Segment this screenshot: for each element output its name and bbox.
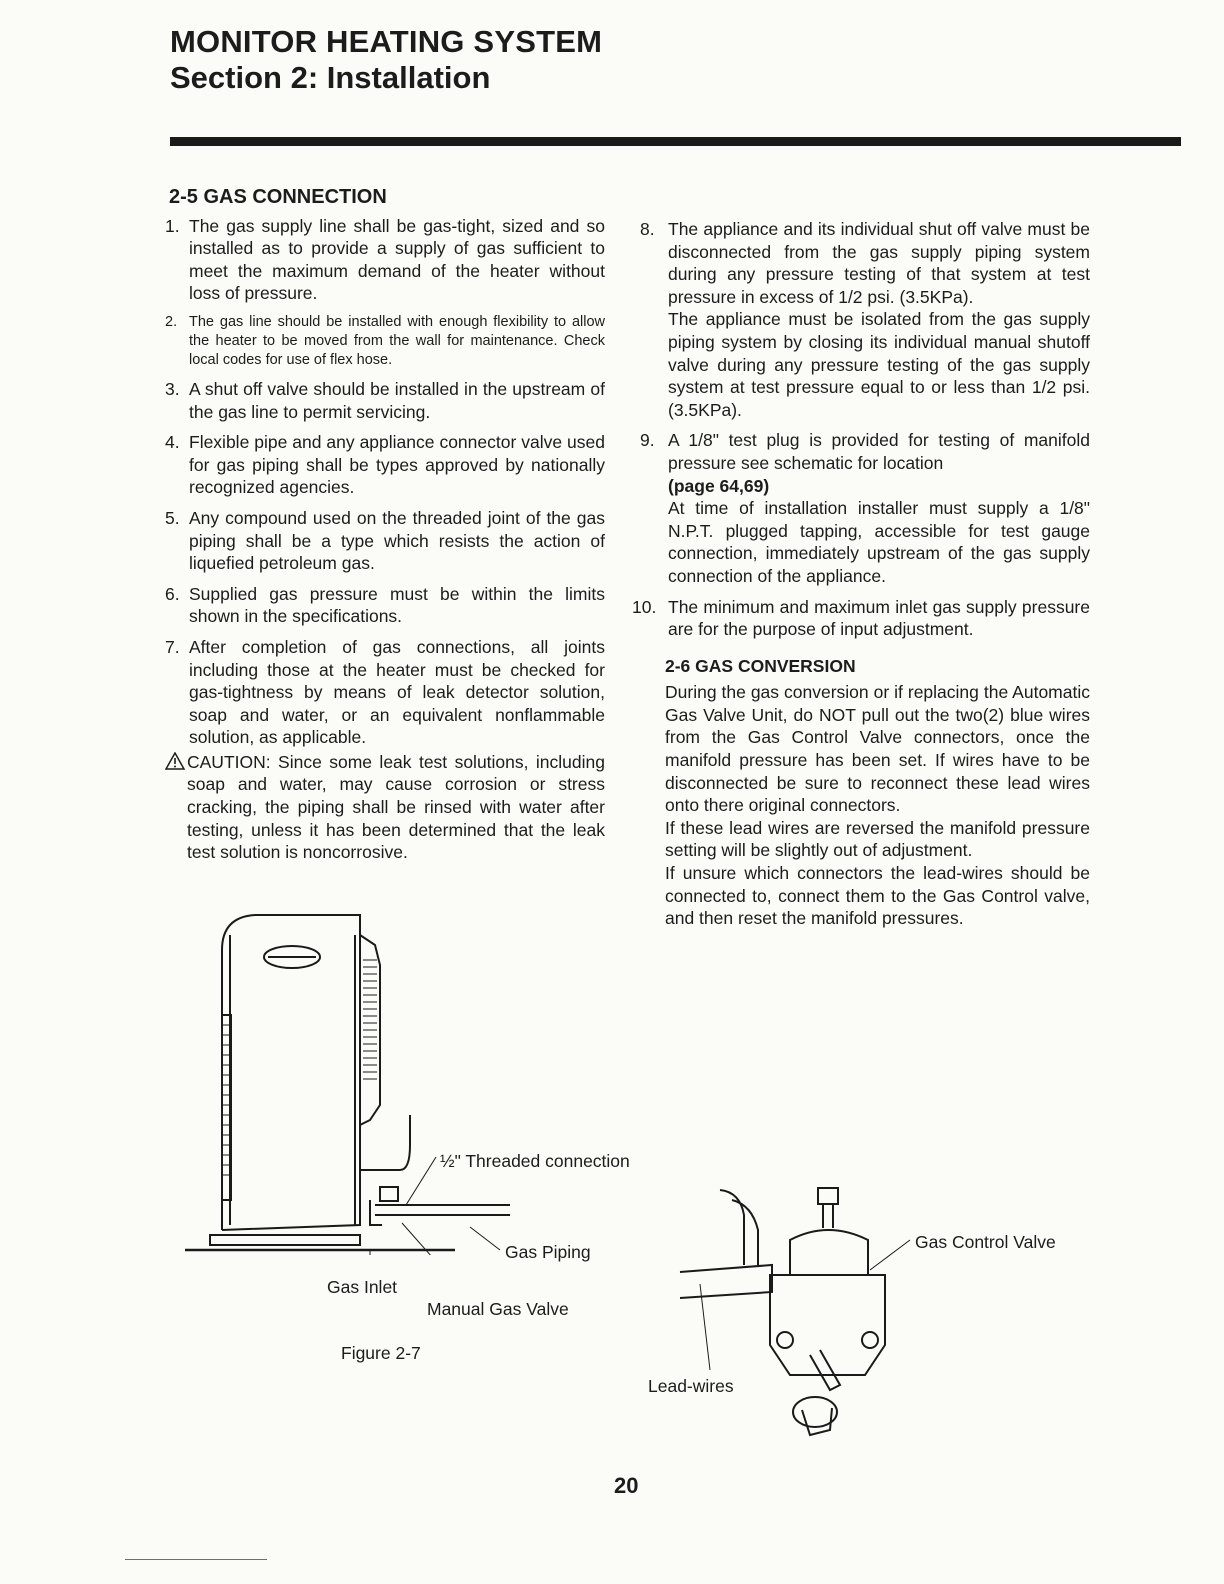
item-text: Any compound used on the threaded joint of the gas piping shall be a type which resists the action of liquefied petroleum gas. — [189, 507, 605, 574]
gas-inlet-label: Gas Inlet — [327, 1277, 398, 1297]
caution-text: CAUTION: Since some leak test solutions, including soap and water, may cause corrosion or stress cracking, the piping shall be rinsed with water after testing, unless it has been determined that the leak test solution is noncorrosive. — [187, 751, 605, 863]
list-item-5 — [165, 507, 605, 575]
item-text: The gas supply line shall be gas-tight, sized and so installed as to provide a supply of gas sufficient to meet the maximum demand of the heater without loss of pressure. — [189, 215, 605, 304]
item-text: A shut off valve should be installed in the upstream of the gas line to permit servicing. — [189, 378, 605, 422]
right-column — [632, 218, 1090, 930]
item-number: 1. — [165, 215, 180, 236]
item-number: 10. — [632, 596, 657, 617]
page-number: 20 — [614, 1473, 639, 1498]
item-text: Flexible pipe and any appliance connector valve used for gas piping shall be types approved by nationally recognized agencies. — [189, 432, 605, 498]
list-item-4 — [165, 431, 605, 499]
warning-triangle-icon — [165, 751, 187, 864]
item-text: A 1/8" test plug is provided for testing of manifold pressure see schematic for location — [668, 430, 1090, 473]
section-2-6-heading: 2-6 GAS CONVERSION — [665, 655, 856, 676]
item-number: 9. — [640, 430, 655, 451]
page-reference: (page 64,69) — [668, 475, 770, 496]
list-item-10 — [632, 596, 1090, 641]
header-rule — [170, 137, 1181, 146]
item-text: After completion of gas connections, all joints including those at the heater must be checked for gas-tightness by means of leak detector solution, soap and water, or an equivalent nonflammable solution, as applicable. — [189, 636, 605, 748]
section-2-5-heading: 2-5 GAS CONNECTION — [169, 186, 387, 208]
paragraph: During the gas conversion or if replacing the Automatic Gas Valve Unit, do NOT pull out the two(2) blue wires from the Gas Control Valve connectors, once the manifold pressure has been set. If wires have to be disconnected be sure to reconnect these lead wires onto there original connectors. — [665, 682, 1090, 816]
list-item-2 — [165, 313, 605, 370]
item-number: 7. — [165, 636, 180, 657]
list-item-7 — [165, 636, 605, 749]
document-title: MONITOR HEATING SYSTEM — [170, 24, 603, 59]
heater-installation-drawing — [170, 905, 550, 1255]
item-text: The minimum and maximum inlet gas supply pressure are for the purpose of input adjustment. — [668, 596, 1090, 640]
list-item-1 — [165, 215, 605, 305]
item-text-continued: The appliance must be isolated from the gas supply piping system by closing its individual manual shutoff valve during any pressure testing of the gas supply system at test pressure equal to or less than 1/2 psi.(3.5KPa). — [668, 309, 1090, 420]
paragraph: If these lead wires are reversed the manifold pressure setting will be slightly out of adjustment. — [665, 817, 1090, 861]
list-item-6 — [165, 583, 605, 628]
section-title: Section 2: Installation — [170, 60, 491, 95]
item-number: 2. — [165, 313, 178, 330]
gas-control-valve-drawing — [660, 1180, 920, 1440]
item-number: 8. — [640, 219, 655, 239]
item-text-continued: At time of installation installer must supply a 1/8" N.P.T. plugged tapping, accessible for test gauge connection, immediately upstream of the gas supply connection of the appliance. — [668, 498, 1090, 586]
left-column — [165, 186, 605, 864]
figure-caption: Figure 2-7 — [341, 1343, 421, 1363]
item-number: 4. — [165, 432, 180, 453]
item-text: Supplied gas pressure must be within the limits shown in the specifications. — [189, 583, 605, 627]
list-item-3 — [165, 378, 605, 423]
threaded-connection-label: ½" Threaded connection — [440, 1151, 630, 1171]
item-text: The gas line should be installed with enough flexibility to allow the heater to be moved from the wall for maintenance. Check local codes for use of flex hose. — [189, 313, 605, 368]
lead-wires-label: Lead-wires — [648, 1376, 734, 1396]
item-number: 3. — [165, 378, 180, 399]
item-text: The appliance and its individual shut off valve must be disconnected from the gas supply piping system during any pressure testing of that system at test pressure in excess of 1/2 psi. (3.5KPa). — [668, 219, 1090, 307]
manual-gas-valve-label: Manual Gas Valve — [427, 1299, 569, 1319]
list-item-8 — [640, 218, 1090, 421]
gas-control-valve-label: Gas Control Valve — [915, 1232, 1056, 1252]
paragraph: If unsure which connectors the lead-wires should be connected to, connect them to the Gas Control valve, and then reset the manifold pressures. — [665, 863, 1090, 929]
caution-note — [165, 751, 605, 864]
item-number: 6. — [165, 583, 180, 604]
list-item-9 — [640, 429, 1090, 587]
scan-edge-line — [125, 1559, 267, 1560]
item-number: 5. — [165, 507, 180, 528]
gas-piping-label: Gas Piping — [505, 1242, 591, 1262]
